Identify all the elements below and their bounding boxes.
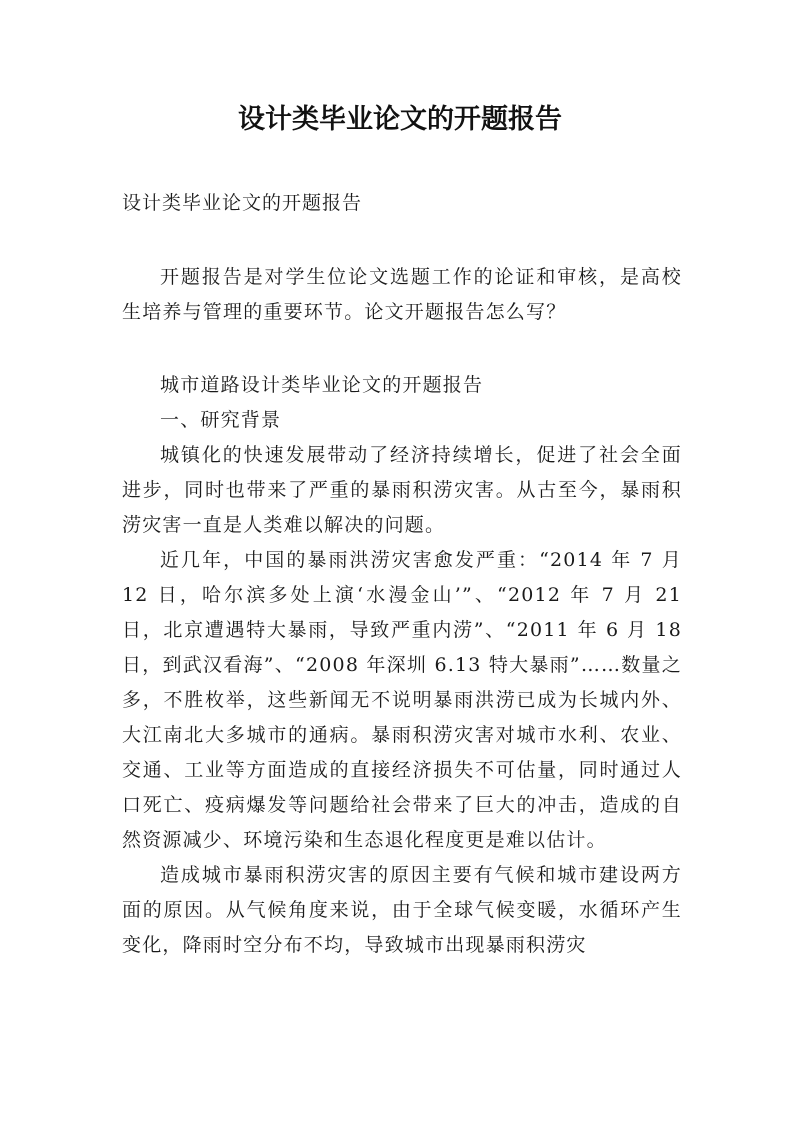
section-heading: 一、研究背景 — [160, 409, 282, 431]
intro-paragraph: 开题报告是对学生位论文选题工作的论证和审核，是高校生培养与管理的重要环节。论文开题报告怎么写？ — [122, 266, 682, 323]
body-paragraph-2: 近几年，中国的暴雨洪涝灾害愈发严重：“2014 年 7 月 12 日，哈尔滨多处上演‘水漫金山’”、“2012 年 7 月 21 日，北京遭遇特大暴雨，导致严重内涝”、“2011 年 6 月 18 日，到武汉看海”、“2008 年深圳 6.13 特大暴雨”……数量之多，不胜枚举，这些新闻无不说明暴雨洪涝已成为长城内外、大江南北大多城市的通病。暴雨积涝灾害对城市水利、农业、交通、工业等方面造成的直接经济损失不可估量，同时通过人口死亡、疫病爆发等问题给社会带来了巨大的冲击，造成的自然资源减少、环境污染和生态退化程度更是难以估计。 — [122, 549, 682, 851]
paragraph-gap — [122, 330, 682, 368]
body-paragraph-1: 城镇化的快速发展带动了经济持续增长，促进了社会全面进步，同时也带来了严重的暴雨积涝灾害。从古至今，暴雨积涝灾害一直是人类难以解决的问题。 — [122, 444, 682, 536]
section-title: 城市道路设计类毕业论文的开题报告 — [160, 374, 484, 396]
body-paragraph-3: 造成城市暴雨积涝灾害的原因主要有气候和城市建设两方面的原因。从气候角度来说，由于全球气候变暖，水循环产生变化，降雨时空分布不均，导致城市出现暴雨积涝灾 — [122, 864, 682, 956]
document-body — [122, 260, 682, 963]
document-title: 设计类毕业论文的开题报告 — [238, 104, 562, 135]
document-subtitle: 设计类毕业论文的开题报告 — [122, 192, 363, 214]
